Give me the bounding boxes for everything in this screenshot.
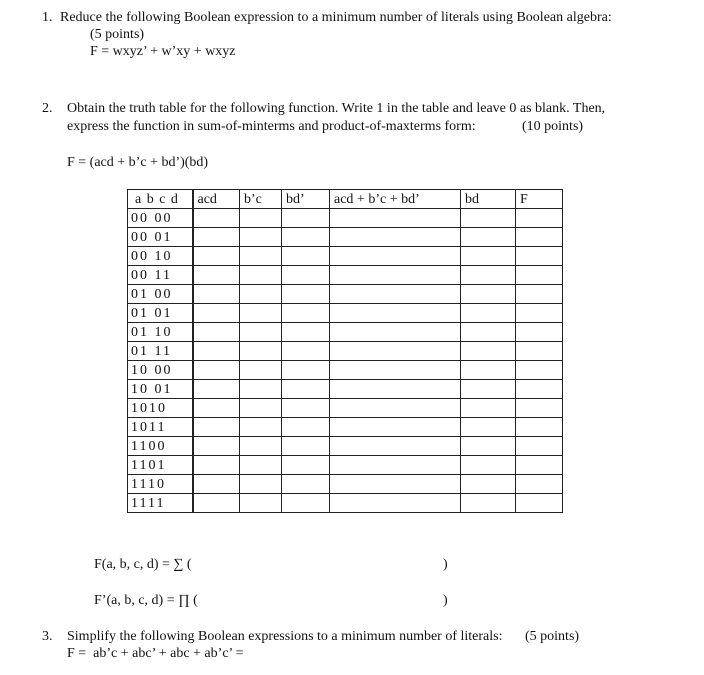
answer-cell[interactable] <box>461 475 516 494</box>
answer-cell[interactable] <box>516 494 563 513</box>
answer-cell[interactable] <box>240 456 282 475</box>
table-row <box>128 456 563 475</box>
abcd-cell: 00 01 <box>128 228 193 247</box>
q3-number: 3. <box>42 629 53 644</box>
answer-cell[interactable] <box>193 342 240 361</box>
answer-cell[interactable] <box>461 361 516 380</box>
answer-cell[interactable] <box>461 285 516 304</box>
answer-cell[interactable] <box>282 247 330 266</box>
answer-cell[interactable] <box>330 285 461 304</box>
answer-cell[interactable] <box>516 285 563 304</box>
answer-cell[interactable] <box>282 361 330 380</box>
answer-cell[interactable] <box>193 285 240 304</box>
answer-cell[interactable] <box>282 285 330 304</box>
truth-table-header-row <box>128 190 563 209</box>
answer-cell[interactable] <box>461 304 516 323</box>
answer-cell[interactable] <box>193 247 240 266</box>
q1-prompt: Reduce the following Boolean expression to a minimum number of literals using Boolean algebra: <box>60 10 612 25</box>
answer-cell[interactable] <box>240 304 282 323</box>
answer-cell[interactable] <box>461 209 516 228</box>
answer-cell[interactable] <box>282 209 330 228</box>
q2-points: (10 points) <box>522 119 584 134</box>
abcd-cell: 10 00 <box>128 361 193 380</box>
truth-table-body <box>128 209 563 513</box>
answer-cell[interactable] <box>516 209 563 228</box>
table-row <box>128 342 563 361</box>
answer-cell[interactable] <box>240 494 282 513</box>
answer-cell[interactable] <box>282 380 330 399</box>
answer-cell[interactable] <box>240 247 282 266</box>
answer-cell[interactable] <box>282 323 330 342</box>
answer-cell[interactable] <box>282 494 330 513</box>
answer-cell[interactable] <box>282 475 330 494</box>
truth-table <box>127 189 563 513</box>
answer-cell[interactable] <box>240 380 282 399</box>
bd-header: bd <box>461 190 516 209</box>
answer-cell[interactable] <box>461 399 516 418</box>
answer-cell[interactable] <box>461 437 516 456</box>
answer-cell[interactable] <box>193 304 240 323</box>
answer-cell[interactable] <box>330 266 461 285</box>
answer-cell[interactable] <box>330 456 461 475</box>
answer-cell[interactable] <box>516 475 563 494</box>
abcd-cell: 01 01 <box>128 304 193 323</box>
abcd-cell: 01 11 <box>128 342 193 361</box>
answer-cell[interactable] <box>330 494 461 513</box>
answer-cell[interactable] <box>461 456 516 475</box>
answer-cell[interactable] <box>330 475 461 494</box>
answer-cell[interactable] <box>240 399 282 418</box>
abcd-header: a b c d <box>128 190 193 209</box>
answer-cell[interactable] <box>240 285 282 304</box>
q2-prompt-line2: express the function in sum-of-minterms and product-of-maxterms form: <box>67 119 476 134</box>
answer-cell[interactable] <box>330 209 461 228</box>
q2-prompt-line1: Obtain the truth table for the following function. Write 1 in the table and leave 0 as blank. Then, <box>67 101 606 116</box>
answer-cell[interactable] <box>330 418 461 437</box>
table-row <box>128 266 563 285</box>
abcd-cell: 1100 <box>128 437 193 456</box>
answer-cell[interactable] <box>516 323 563 342</box>
answer-cell[interactable] <box>240 418 282 437</box>
product-of-maxterms-close: ) <box>443 593 448 608</box>
answer-cell[interactable] <box>193 361 240 380</box>
answer-cell[interactable] <box>282 437 330 456</box>
answer-cell[interactable] <box>240 361 282 380</box>
answer-cell[interactable] <box>330 247 461 266</box>
table-row <box>128 399 563 418</box>
abcd-cell: 00 11 <box>128 266 193 285</box>
table-row <box>128 285 563 304</box>
table-row <box>128 209 563 228</box>
answer-cell[interactable] <box>516 304 563 323</box>
bd-not-header: bd’ <box>282 190 330 209</box>
answer-cell[interactable] <box>516 380 563 399</box>
answer-cell[interactable] <box>516 247 563 266</box>
b-not-c-header: b’c <box>240 190 282 209</box>
abcd-cell: 1010 <box>128 399 193 418</box>
answer-cell[interactable] <box>330 399 461 418</box>
answer-cell[interactable] <box>193 437 240 456</box>
answer-cell[interactable] <box>193 399 240 418</box>
sum-of-minterms-label: F(a, b, c, d) = ∑ ( <box>94 557 192 572</box>
table-row <box>128 494 563 513</box>
answer-cell[interactable] <box>282 304 330 323</box>
table-row <box>128 228 563 247</box>
answer-cell[interactable] <box>240 209 282 228</box>
answer-cell[interactable] <box>282 228 330 247</box>
answer-cell[interactable] <box>516 266 563 285</box>
table-row <box>128 361 563 380</box>
abcd-cell: 00 10 <box>128 247 193 266</box>
q2-function: F = (acd + b’c + bd’)(bd) <box>67 155 209 170</box>
acd-header: acd <box>193 190 240 209</box>
answer-cell[interactable] <box>193 209 240 228</box>
answer-cell[interactable] <box>193 475 240 494</box>
answer-cell[interactable] <box>240 475 282 494</box>
abcd-cell: 1101 <box>128 456 193 475</box>
q3-prompt: Simplify the following Boolean expressions to a minimum number of literals: <box>67 629 503 644</box>
answer-cell[interactable] <box>461 228 516 247</box>
answer-cell[interactable] <box>330 437 461 456</box>
table-row <box>128 380 563 399</box>
answer-cell[interactable] <box>282 399 330 418</box>
abcd-cell: 1111 <box>128 494 193 513</box>
answer-cell[interactable] <box>461 247 516 266</box>
table-row <box>128 475 563 494</box>
answer-cell[interactable] <box>282 342 330 361</box>
abcd-cell: 01 00 <box>128 285 193 304</box>
answer-cell[interactable] <box>193 228 240 247</box>
sum-expression-header: acd + b’c + bd’ <box>330 190 461 209</box>
q1-expression: F = wxyz’ + w’xy + wxyz <box>90 44 236 59</box>
table-row <box>128 247 563 266</box>
answer-cell[interactable] <box>461 494 516 513</box>
answer-cell[interactable] <box>282 418 330 437</box>
answer-cell[interactable] <box>461 266 516 285</box>
answer-cell[interactable] <box>330 342 461 361</box>
f-header: F <box>516 190 563 209</box>
table-row <box>128 418 563 437</box>
abcd-cell: 00 00 <box>128 209 193 228</box>
answer-cell[interactable] <box>330 323 461 342</box>
abcd-cell: 10 01 <box>128 380 193 399</box>
abcd-cell: 01 10 <box>128 323 193 342</box>
sum-of-minterms-close: ) <box>443 557 448 572</box>
q2-number: 2. <box>42 101 53 116</box>
answer-cell[interactable] <box>330 304 461 323</box>
q1-number: 1. <box>42 10 53 25</box>
answer-cell[interactable] <box>240 437 282 456</box>
answer-cell[interactable] <box>516 418 563 437</box>
abcd-cell: 1011 <box>128 418 193 437</box>
answer-cell[interactable] <box>516 456 563 475</box>
answer-cell[interactable] <box>240 323 282 342</box>
answer-cell[interactable] <box>193 418 240 437</box>
answer-cell[interactable] <box>461 323 516 342</box>
answer-cell[interactable] <box>330 361 461 380</box>
table-row <box>128 323 563 342</box>
answer-cell[interactable] <box>330 228 461 247</box>
answer-cell[interactable] <box>516 437 563 456</box>
answer-cell[interactable] <box>240 228 282 247</box>
answer-cell[interactable] <box>461 418 516 437</box>
answer-cell[interactable] <box>516 342 563 361</box>
table-row <box>128 304 563 323</box>
answer-cell[interactable] <box>193 456 240 475</box>
q3-expression: F = ab’c + abc’ + abc + ab’c’ = <box>67 646 244 661</box>
table-row <box>128 437 563 456</box>
q1-points: (5 points) <box>90 27 145 42</box>
answer-cell[interactable] <box>282 266 330 285</box>
answer-cell[interactable] <box>516 361 563 380</box>
answer-cell[interactable] <box>282 456 330 475</box>
answer-cell[interactable] <box>193 266 240 285</box>
answer-cell[interactable] <box>461 380 516 399</box>
answer-cell[interactable] <box>516 399 563 418</box>
answer-cell[interactable] <box>240 266 282 285</box>
answer-cell[interactable] <box>461 342 516 361</box>
abcd-cell: 1110 <box>128 475 193 494</box>
answer-cell[interactable] <box>193 380 240 399</box>
answer-cell[interactable] <box>193 494 240 513</box>
answer-cell[interactable] <box>330 380 461 399</box>
q3-points: (5 points) <box>525 629 580 644</box>
answer-cell[interactable] <box>193 323 240 342</box>
answer-cell[interactable] <box>516 228 563 247</box>
answer-cell[interactable] <box>240 342 282 361</box>
product-of-maxterms-label: F’(a, b, c, d) = ∏ ( <box>94 593 198 608</box>
